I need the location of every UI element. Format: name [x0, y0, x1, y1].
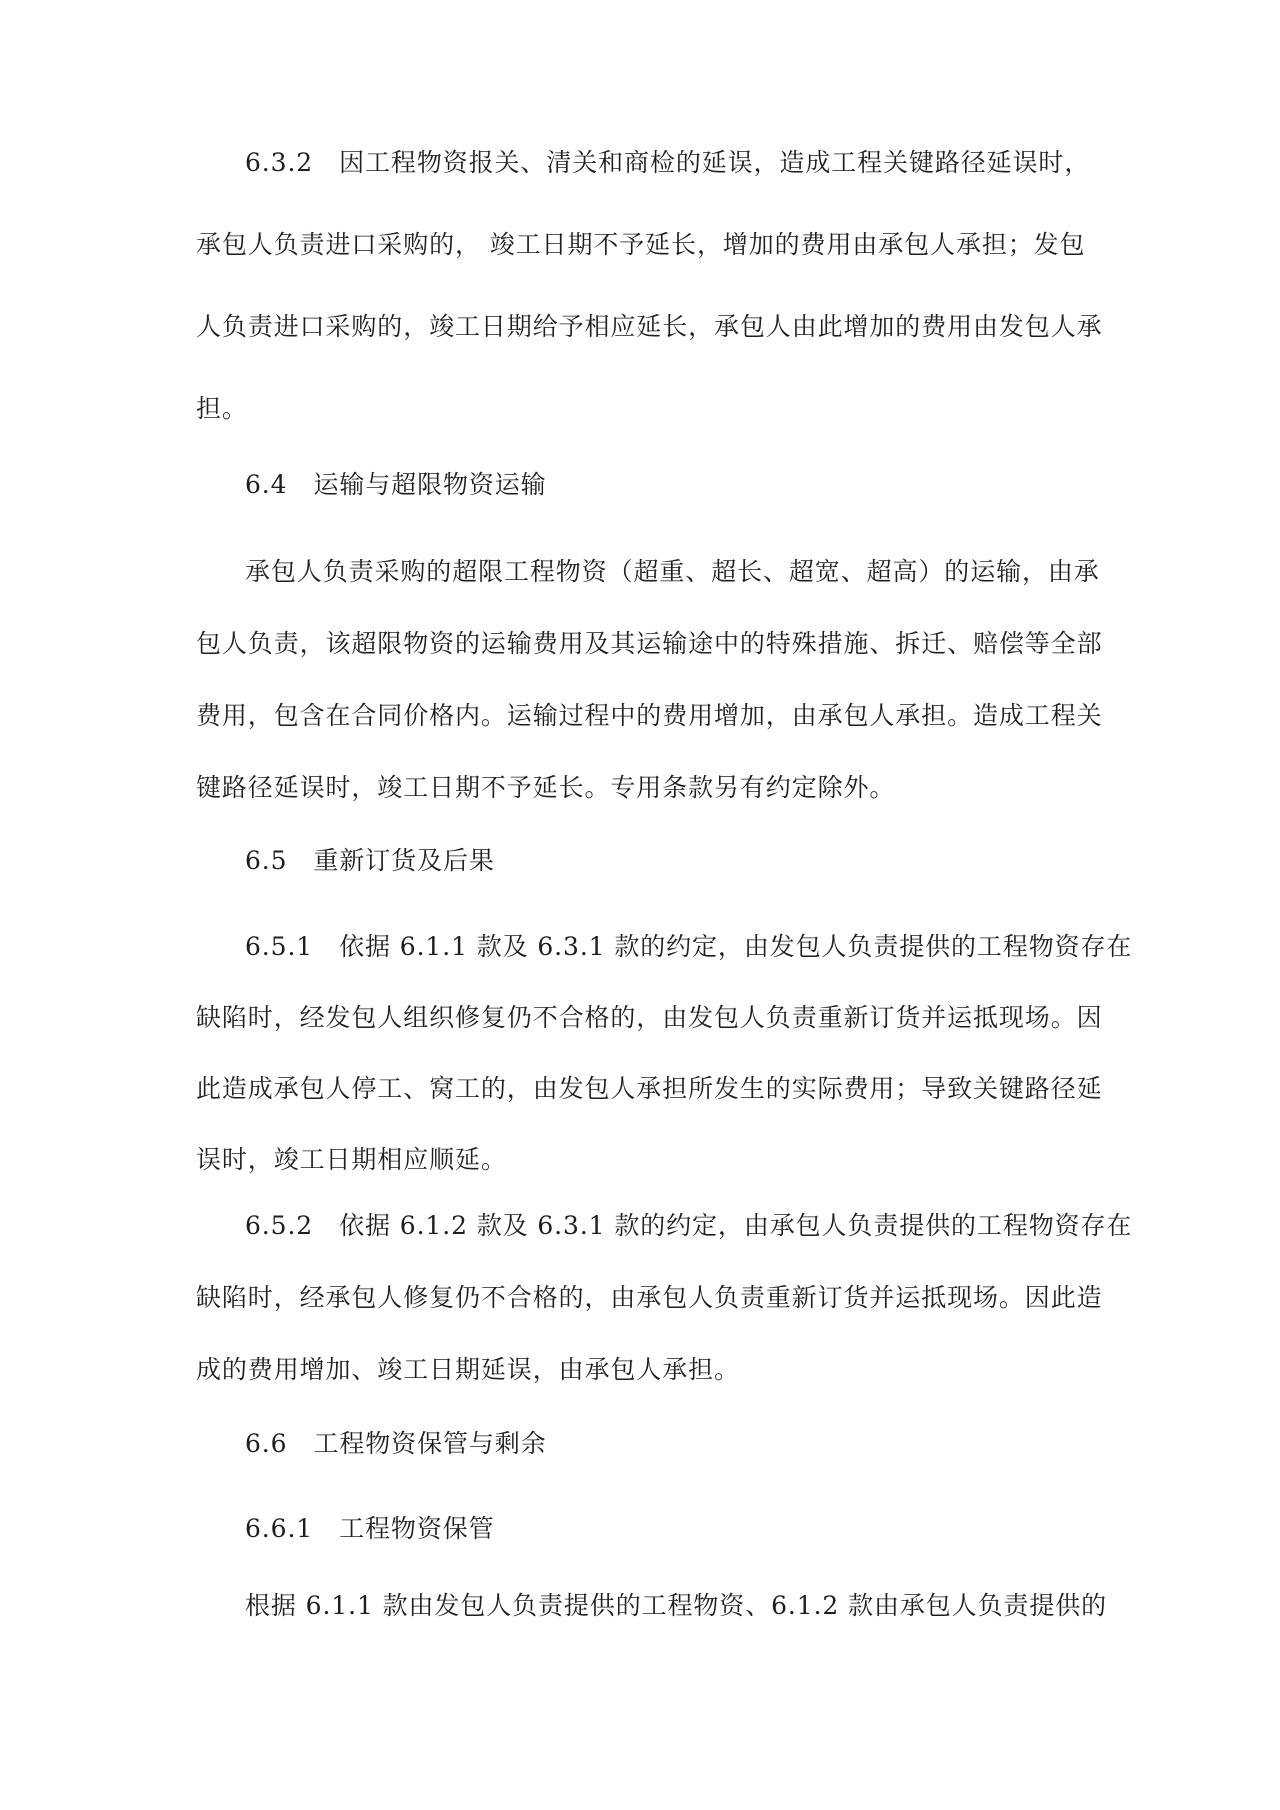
clause-number: 6.5.2 — [245, 1211, 314, 1240]
clause-number: 6.3.2 — [245, 148, 314, 177]
section-number: 6.6.1 — [245, 1514, 314, 1543]
section-title: 运输与超限物资运输 — [313, 470, 547, 499]
clause-number: 6.5.1 — [245, 932, 314, 961]
section-title: 工程物资保管 — [339, 1514, 495, 1543]
clause-text: 依据 6.1.1 款及 6.3.1 款的约定，由发包人负责提供的工程物资存在 — [339, 932, 1133, 961]
paragraph-line: 此造成承包人停工、窝工的，由发包人承担所发生的实际费用；导致关键路径延 — [196, 1074, 1103, 1103]
paragraph-line: 根据 6.1.1 款由发包人负责提供的工程物资、6.1.2 款由承包人负责提供的 — [245, 1591, 1108, 1620]
paragraph-line: 承包人负责采购的超限工程物资（超重、超长、超宽、超高）的运输，由承 — [245, 557, 1100, 586]
paragraph-line: 缺陷时，经发包人组织修复仍不合格的，由发包人负责重新订货并运抵现场。因 — [196, 1003, 1103, 1032]
paragraph-line: 误时，竣工日期相应顺延。 — [196, 1145, 507, 1174]
paragraph-line: 包人负责，该超限物资的运输费用及其运输途中的特殊措施、拆迁、赔偿等全部 — [196, 629, 1103, 658]
paragraph-line: 缺陷时，经承包人修复仍不合格的，由承包人负责重新订货并运抵现场。因此造 — [196, 1283, 1103, 1312]
section-number: 6.4 — [245, 470, 288, 499]
paragraph-line — [245, 930, 1132, 964]
clause-text: 因工程物资报关、清关和商检的延误，造成工程关键路径延误时， — [339, 148, 1091, 177]
paragraph-line: 承包人负责进口采购的， 竣工日期不予延长，增加的费用由承包人承担；发包 — [196, 230, 1086, 259]
section-title: 重新订货及后果 — [313, 846, 495, 875]
paragraph-line: 担。 — [196, 394, 248, 423]
heading-line — [245, 1512, 495, 1546]
heading-line — [245, 468, 547, 502]
paragraph-line: 人负责进口采购的，竣工日期给予相应延长，承包人由此增加的费用由发包人承 — [196, 312, 1103, 341]
paragraph-line: 费用，包含在合同价格内。运输过程中的费用增加，由承包人承担。造成工程关 — [196, 701, 1103, 730]
paragraph-line — [245, 146, 1090, 180]
heading-line — [245, 1427, 547, 1461]
paragraph-line: 成的费用增加、竣工日期延误，由承包人承担。 — [196, 1355, 740, 1384]
section-title: 工程物资保管与剩余 — [313, 1429, 547, 1458]
heading-line — [245, 844, 495, 878]
section-number: 6.5 — [245, 846, 288, 875]
section-number: 6.6 — [245, 1429, 288, 1458]
clause-text: 依据 6.1.2 款及 6.3.1 款的约定，由承包人负责提供的工程物资存在 — [339, 1211, 1133, 1240]
paragraph-line — [245, 1209, 1132, 1243]
paragraph-line: 键路径延误时，竣工日期不予延长。专用条款另有约定除外。 — [196, 773, 896, 802]
